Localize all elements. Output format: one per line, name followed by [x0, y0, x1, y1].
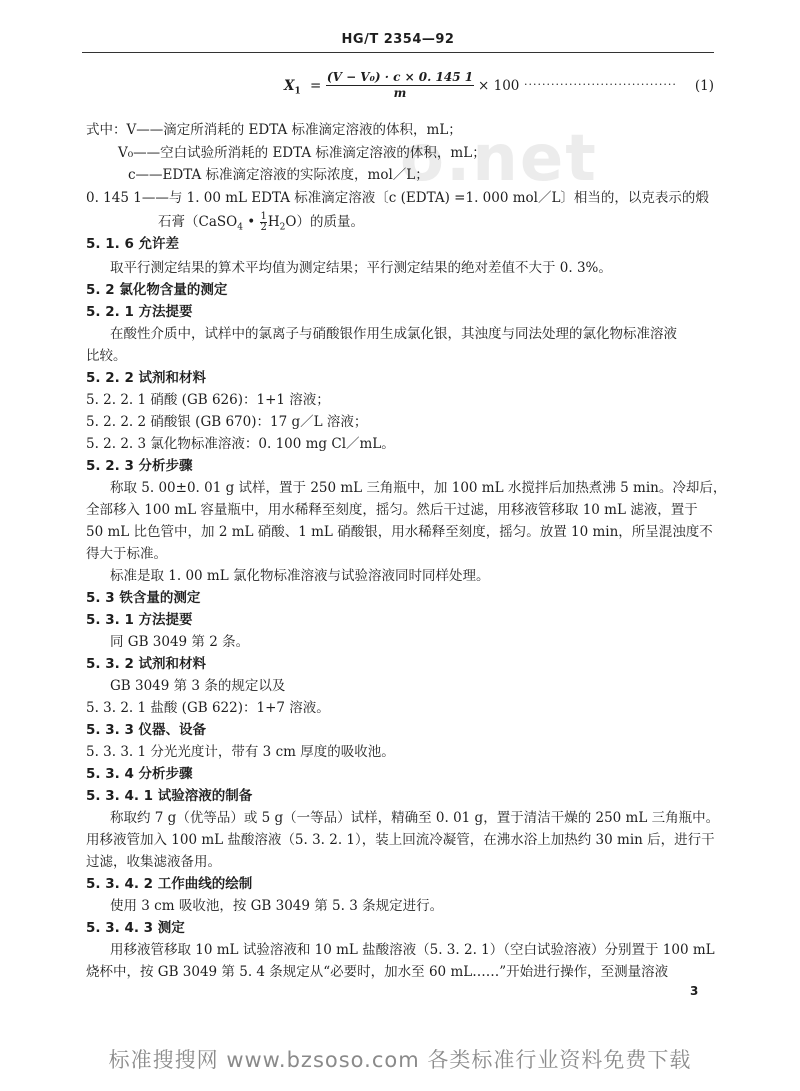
formula-lhs: $X_1$ — [284, 78, 301, 97]
text-line: 5. 2. 2. 2 硝酸银 (GB 670)：17 g／L 溶液； — [86, 414, 368, 430]
formula-equals: = — [310, 78, 322, 94]
gypsum-line: 石膏（CaSO$_4$ • $\frac{1}{2}$ $H_2O$）的质量。 — [158, 211, 364, 233]
section-heading: 5. 1. 6 允许差 — [86, 236, 180, 252]
formula-multiplier: × 100 — [478, 78, 520, 94]
section-heading: 5. 3. 1 方法提要 — [86, 612, 193, 628]
section-heading: 5. 3 铁含量的测定 — [86, 590, 201, 606]
page-header — [82, 26, 714, 53]
text-line: 50 mL 比色管中，加 2 mL 硝酸、1 mL 硝酸银，用水稀释至刻度，摇匀。放置 10 min，所呈混浊度不 — [86, 524, 713, 540]
watermark: o.net — [400, 122, 598, 196]
footer-banner: 标准搜搜网 www.bzsoso.com 各类标准行业资料免费下载 — [108, 1048, 692, 1072]
text-line: 全部移入 100 mL 容量瓶中，用水稀释至刻度，摇匀。然后干过滤，用移液管移取 10 mL 滤液，置于 — [86, 502, 698, 518]
section-heading: 5. 3. 2 试剂和材料 — [86, 656, 207, 672]
text-line: 标准是取 1. 00 mL 氯化物标准溶液与试验溶液同时同样处理。 — [110, 568, 490, 584]
text-line: 5. 3. 3. 1 分光光度计，带有 3 cm 厚度的吸收池。 — [86, 744, 395, 760]
text-line: 比较。 — [86, 348, 127, 364]
text-line: 在酸性介质中，试样中的氯离子与硝酸银作用生成氯化银，其浊度与同法处理的氯化物标准溶液 — [110, 326, 677, 342]
section-heading: 5. 3. 4. 2 工作曲线的绘制 — [86, 876, 253, 892]
text-line: c——EDTA 标准滴定溶液的实际浓度，mol／L； — [128, 167, 429, 183]
text-line: V₀——空白试验所消耗的 EDTA 标准滴定溶液的体积，mL； — [118, 145, 486, 161]
section-heading: 5. 2 氯化物含量的测定 — [86, 282, 228, 298]
text-line: 式中：V——滴定所消耗的 EDTA 标准滴定溶液的体积，mL； — [86, 122, 462, 138]
text-line: 过滤，收集滤液备用。 — [86, 854, 221, 870]
text-line: 5. 3. 2. 1 盐酸 (GB 622)：1+7 溶液。 — [86, 700, 330, 716]
formula-denominator: m — [393, 86, 407, 100]
formula-numerator: (V − V₀) · c × 0. 145 1 — [326, 70, 474, 84]
text-line: 同 GB 3049 第 2 条。 — [110, 634, 250, 650]
text-line: 取平行测定结果的算术平均值为测定结果；平行测定结果的绝对差值不大于 0. 3%。 — [110, 260, 612, 276]
text-line: 5. 2. 2. 1 硝酸 (GB 626)：1+1 溶液； — [86, 392, 330, 408]
text-line: 得大于标准。 — [86, 546, 167, 562]
formula-1 — [284, 70, 714, 104]
standard-code: HG/T 2354—92 — [341, 32, 455, 47]
text-line: 用移液管加入 100 mL 盐酸溶液（5. 3. 2. 1），装上回流冷凝管，在沸水浴上加热约 30 min 后，进行干 — [86, 832, 715, 848]
text-line: 称取约 7 g（优等品）或 5 g（一等品）试样，精确至 0. 01 g，置于清洁干燥的 250 mL 三角瓶中。 — [110, 810, 720, 826]
section-heading: 5. 3. 4. 1 试验溶液的制备 — [86, 788, 253, 804]
page-number: 3 — [690, 984, 699, 998]
text-line: 烧杯中，按 GB 3049 第 5. 4 条规定从“必要时，加水至 60 mL……”开始进行操作，至测量溶液 — [86, 964, 669, 980]
text-line: 使用 3 cm 吸收池，按 GB 3049 第 5. 3 条规定进行。 — [110, 898, 444, 914]
inline-fraction: $\frac{1}{2}$ — [260, 211, 267, 233]
formula-number: (1) — [694, 78, 714, 94]
text-line: 0. 145 1——与 1. 00 mL EDTA 标准滴定溶液〔c (EDTA) =1. 000 mol／L〕相当的，以克表示的煅 — [86, 190, 709, 206]
section-heading: 5. 2. 2 试剂和材料 — [86, 370, 207, 386]
section-heading: 5. 3. 4 分析步骤 — [86, 766, 193, 782]
text-line: 称取 5. 00±0. 01 g 试样，置于 250 mL 三角瓶中，加 100 mL 水搅拌后加热煮沸 5 min。冷却后， — [110, 480, 727, 496]
section-heading: 5. 2. 3 分析步骤 — [86, 458, 193, 474]
section-heading: 5. 3. 4. 3 测定 — [86, 920, 185, 936]
text-line: GB 3049 第 3 条的规定以及 — [110, 678, 286, 694]
formula-leader: ·································· — [524, 78, 677, 91]
section-heading: 5. 2. 1 方法提要 — [86, 304, 193, 320]
formula-fraction — [326, 70, 474, 100]
text-line: 用移液管移取 10 mL 试验溶液和 10 mL 盐酸溶液（5. 3. 2. 1）（空白试验溶液）分别置于 100 mL — [110, 942, 715, 958]
section-heading: 5. 3. 3 仪器、设备 — [86, 722, 207, 738]
text-line: 5. 2. 2. 3 氯化物标准溶液：0. 100 mg Cl／mL。 — [86, 436, 395, 452]
